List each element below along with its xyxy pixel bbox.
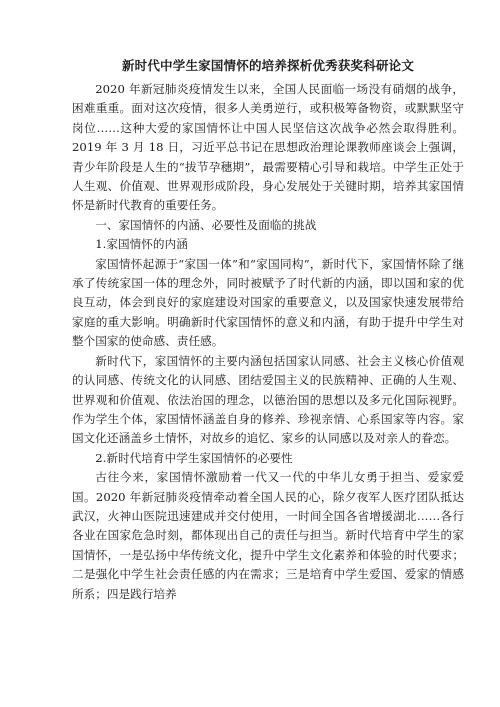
paragraph: 2020 年新冠肺炎疫情发生以来，全国人民面临一场没有硝烟的战争，困难重重。面对这次疫情，很多人美勇逆行，或积极筹备物资，或默默坚守岗位……这种大爱的家国情怀让中国人民坚信这次战争必然会取得胜利。2019 年 3 月 18 日，习近平总书记在思想政治理论课教师座谈会上强调，青少年阶段是人生的“拔节孕穗期”，最需要精心引导和栽培。中学生正处于人生观、价值观、世界观形成阶段，身心发展处于关键时期，培养其家国情怀是新时代教育的重要任务。	[72, 82, 464, 213]
section-heading: 一、家国情怀的内涵、必要性及面临的挑战	[95, 217, 317, 232]
paragraph: 古往今来，家国情怀激励着一代又一代的中华儿女勇于担当、爱家爱国。2020 年新冠肺炎疫情牵动着全国人民的心，除夕夜军人医疗团队抵达武汉，火神山医院迅速建成并交付使用，一时间全国各省增援湖北……各行各业在国家危急时刻，都体现出自己的责任与担当。新时代培育中学生的家国情怀，一是弘扬中华传统文化，提升中学生文化素养和体验的时代要求；二是强化中学生社会责任感的内在需求；三是培育中学生爱国、爱家的情感所系；四是践行培养	[72, 470, 464, 601]
subsection-heading: 2.新时代培育中学生家国情怀的必要性	[95, 450, 293, 465]
document-body	[72, 80, 464, 604]
paragraph: 新时代下，家国情怀的主要内涵包括国家认同感、社会主义核心价值观的认同感、传统文化的认同感、团结爱国主义的民族精神、正确的人生观、世界观和价值观、依法治国的理念，以德治国的思想以及多元化国际视野。作为学生个体，家国情怀涵盖自身的修养、珍视亲情、心系国家等内容。家国文化还涵盖乡土情怀，对故乡的追忆、家乡的认同感以及对亲人的眷恋。	[72, 353, 464, 446]
subsection-heading: 1.家国情怀的内涵	[95, 237, 188, 252]
document-title: 新时代中学生家国情怀的培养探析优秀获奖科研论文	[121, 58, 415, 73]
paragraph: 家国情怀起源于“家国一体”和“家国同构”，新时代下，家国情怀除了继承了传统家国一体的理念外，同时被赋予了时代新的内涵，即以国和家的优良互动，体会到良好的家庭建设对国家的重要意义，以及国家快速发展带给家庭的重大影响。明确新时代家国情怀的意义和内涵，有助于提升中学生对整个国家的使命感、责任感。	[72, 256, 464, 349]
